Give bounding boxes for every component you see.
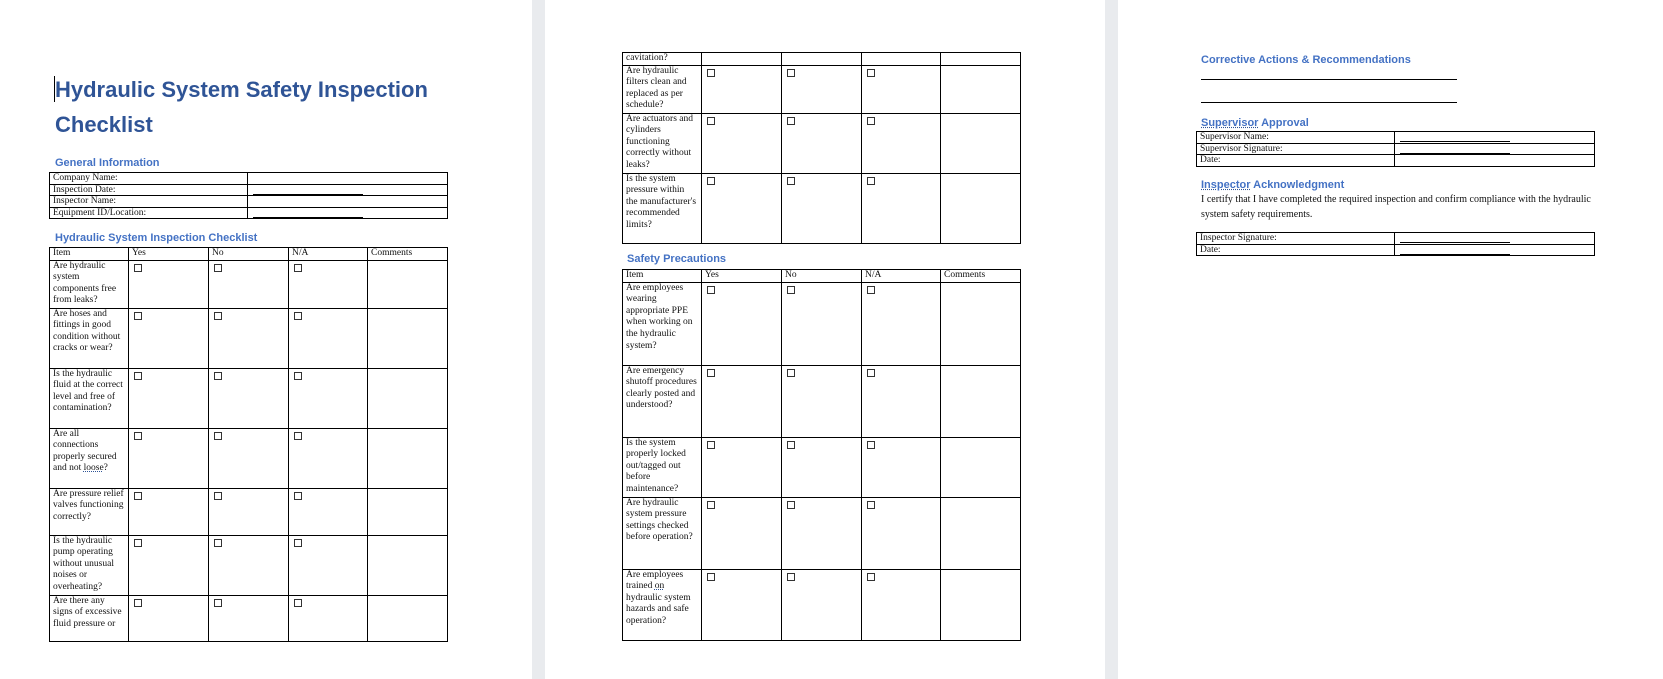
corrective-actions-heading[interactable]: Corrective Actions & Recommendations xyxy=(1201,54,1411,66)
na-cell[interactable] xyxy=(862,497,941,569)
signature-line xyxy=(253,208,363,218)
na-cell[interactable] xyxy=(289,595,368,641)
heading-text: Approval xyxy=(1258,117,1309,129)
no-cell[interactable] xyxy=(209,488,289,535)
supervisor-date-label[interactable]: Date: xyxy=(1197,155,1395,167)
yes-cell[interactable] xyxy=(129,260,209,308)
no-cell[interactable] xyxy=(782,65,862,113)
na-checkbox[interactable] xyxy=(867,501,875,509)
comments-cell[interactable] xyxy=(941,569,1021,640)
table-row xyxy=(50,308,448,368)
na-checkbox[interactable] xyxy=(294,492,302,500)
no-cell[interactable] xyxy=(782,282,862,365)
comments-cell[interactable] xyxy=(368,260,448,308)
supervisor-name-label[interactable]: Supervisor Name: xyxy=(1197,132,1395,144)
na-checkbox[interactable] xyxy=(867,369,875,377)
supervisor-signature-value[interactable] xyxy=(1395,143,1595,155)
yes-cell[interactable] xyxy=(702,497,782,569)
column-header-yes: Yes xyxy=(702,270,782,283)
corrective-action-line-2[interactable] xyxy=(1201,102,1457,103)
column-header-na: N/A xyxy=(862,270,941,283)
heading-text: Acknowledgment xyxy=(1250,179,1345,191)
checklist-item: Are hydraulic filters clean and replaced as per schedule? xyxy=(623,65,702,113)
inspector-signature-label[interactable]: Inspector Signature: xyxy=(1197,233,1395,245)
table-row xyxy=(623,437,1021,497)
inspector-name-value[interactable] xyxy=(248,196,448,208)
inspection-checklist-table-continued xyxy=(622,52,1021,244)
inspector-acknowledgment-heading[interactable] xyxy=(1201,179,1344,191)
company-name-value[interactable] xyxy=(248,173,448,185)
yes-checkbox[interactable] xyxy=(707,117,715,125)
checklist-item-text: Are employees trained xyxy=(626,569,684,592)
safety-precautions-table xyxy=(622,269,1021,641)
no-cell[interactable] xyxy=(782,569,862,640)
yes-cell[interactable] xyxy=(702,437,782,497)
yes-checkbox[interactable] xyxy=(134,312,142,320)
table-row xyxy=(50,260,448,308)
yes-cell[interactable] xyxy=(702,569,782,640)
na-checkbox[interactable] xyxy=(867,69,875,77)
na-checkbox[interactable] xyxy=(867,117,875,125)
comments-cell[interactable] xyxy=(368,368,448,428)
comments-cell[interactable] xyxy=(941,113,1021,173)
spellcheck-word: on xyxy=(654,581,665,592)
na-checkbox[interactable] xyxy=(867,573,875,581)
table-row xyxy=(623,173,1021,243)
checklist-item: Is the hydraulic fluid at the correct level and free of contamination? xyxy=(50,368,129,428)
no-cell[interactable] xyxy=(782,53,862,66)
table-row xyxy=(623,365,1021,437)
no-checkbox[interactable] xyxy=(787,501,795,509)
yes-checkbox[interactable] xyxy=(134,432,142,440)
column-header-item: Item xyxy=(50,248,129,261)
table-row xyxy=(1197,233,1595,245)
checklist-item: Are hydraulic system pressure settings checked before operation? xyxy=(623,497,702,569)
yes-cell[interactable] xyxy=(129,535,209,595)
table-row xyxy=(623,497,1021,569)
no-checkbox[interactable] xyxy=(787,369,795,377)
column-header-yes: Yes xyxy=(129,248,209,261)
column-header-comments: Comments xyxy=(368,248,448,261)
no-cell[interactable] xyxy=(782,497,862,569)
table-row xyxy=(50,368,448,428)
checklist-item: Are emergency shutoff procedures clearly posted and understood? xyxy=(623,365,702,437)
na-checkbox[interactable] xyxy=(867,177,875,185)
no-checkbox[interactable] xyxy=(214,599,222,607)
supervisor-signature-label[interactable]: Supervisor Signature: xyxy=(1197,143,1395,155)
checklist-item: Are hoses and fittings in good condition without cracks or wear? xyxy=(50,308,129,368)
inspector-signature-table xyxy=(1196,232,1595,256)
no-cell[interactable] xyxy=(209,535,289,595)
na-cell[interactable] xyxy=(862,282,941,365)
checklist-item-text: hydraulic system hazards and safe operation? xyxy=(626,592,691,626)
yes-checkbox[interactable] xyxy=(707,286,715,294)
na-cell[interactable] xyxy=(862,173,941,243)
yes-cell[interactable] xyxy=(702,365,782,437)
na-cell[interactable] xyxy=(289,535,368,595)
yes-cell[interactable] xyxy=(129,368,209,428)
yes-cell[interactable] xyxy=(129,488,209,535)
yes-cell[interactable] xyxy=(129,428,209,488)
yes-checkbox[interactable] xyxy=(134,372,142,380)
checklist-item: Are employees wearing appropriate PPE when working on the hydraulic system? xyxy=(623,282,702,365)
table-row xyxy=(50,488,448,535)
signature-line xyxy=(253,185,363,195)
table-row xyxy=(50,428,448,488)
signature-line xyxy=(1400,144,1510,154)
na-cell[interactable] xyxy=(862,53,941,66)
comments-cell[interactable] xyxy=(368,535,448,595)
general-information-table xyxy=(49,172,448,219)
comments-cell[interactable] xyxy=(941,365,1021,437)
yes-checkbox[interactable] xyxy=(134,539,142,547)
yes-cell[interactable] xyxy=(702,113,782,173)
table-row xyxy=(50,173,448,185)
no-cell[interactable] xyxy=(782,437,862,497)
table-row xyxy=(1197,143,1595,155)
column-header-item: Item xyxy=(623,270,702,283)
certification-statement[interactable]: I certify that I have completed the required inspection and confirm compliance with the hydraulic system safety requirements. xyxy=(1201,194,1591,220)
general-information-heading[interactable]: General Information xyxy=(55,157,160,169)
column-header-na: N/A xyxy=(289,248,368,261)
yes-cell[interactable] xyxy=(702,282,782,365)
na-cell[interactable] xyxy=(289,260,368,308)
supervisor-approval-table xyxy=(1196,131,1595,167)
yes-cell[interactable] xyxy=(129,595,209,641)
signature-line xyxy=(1400,233,1510,243)
checklist-item: cavitation? xyxy=(623,53,702,66)
yes-checkbox[interactable] xyxy=(134,264,142,272)
no-checkbox[interactable] xyxy=(787,573,795,581)
checklist-item xyxy=(50,595,129,641)
no-cell[interactable] xyxy=(209,595,289,641)
inspection-date-value[interactable] xyxy=(248,184,448,196)
na-checkbox[interactable] xyxy=(294,312,302,320)
no-cell[interactable] xyxy=(782,113,862,173)
no-cell[interactable] xyxy=(782,365,862,437)
comments-cell[interactable] xyxy=(941,65,1021,113)
table-row xyxy=(1197,244,1595,256)
checklist-item: Are all connections properly secured and not loose? xyxy=(50,428,129,488)
table-row xyxy=(50,207,448,219)
spellcheck-word: loose xyxy=(83,463,104,474)
no-checkbox[interactable] xyxy=(787,69,795,77)
no-checkbox[interactable] xyxy=(214,312,222,320)
corrective-action-line-1[interactable] xyxy=(1201,79,1457,80)
table-row xyxy=(50,595,448,641)
no-checkbox[interactable] xyxy=(214,372,222,380)
na-cell[interactable] xyxy=(862,65,941,113)
table-row xyxy=(623,65,1021,113)
table-header-row xyxy=(623,270,1021,283)
na-checkbox[interactable] xyxy=(294,539,302,547)
na-cell[interactable] xyxy=(862,569,941,640)
safety-precautions-heading[interactable]: Safety Precautions xyxy=(627,253,727,265)
yes-checkbox[interactable] xyxy=(707,441,715,449)
document-title[interactable]: Hydraulic System Safety Inspection Checklist xyxy=(55,77,428,137)
no-checkbox[interactable] xyxy=(214,539,222,547)
comments-cell[interactable] xyxy=(368,488,448,535)
yes-cell[interactable] xyxy=(129,308,209,368)
na-cell[interactable] xyxy=(862,437,941,497)
table-row xyxy=(1197,132,1595,144)
table-row xyxy=(50,184,448,196)
yes-cell[interactable] xyxy=(702,173,782,243)
na-checkbox[interactable] xyxy=(294,432,302,440)
na-checkbox[interactable] xyxy=(867,286,875,294)
table-header-row xyxy=(50,248,448,261)
na-cell[interactable] xyxy=(862,365,941,437)
checklist-item-text: Are there any signs of excessive fluid pressure or xyxy=(53,595,122,629)
na-checkbox[interactable] xyxy=(294,264,302,272)
equipment-id-label[interactable]: Equipment ID/Location: xyxy=(50,207,248,219)
no-checkbox[interactable] xyxy=(787,117,795,125)
yes-checkbox[interactable] xyxy=(707,177,715,185)
column-header-no: No xyxy=(209,248,289,261)
no-checkbox[interactable] xyxy=(214,432,222,440)
table-row xyxy=(623,569,1021,640)
checklist-item: Are actuators and cylinders functioning correctly without leaks? xyxy=(623,113,702,173)
table-row xyxy=(1197,155,1595,167)
company-name-label[interactable]: Company Name: xyxy=(50,173,248,185)
comments-cell[interactable] xyxy=(941,497,1021,569)
inspector-name-label[interactable]: Inspector Name: xyxy=(50,196,248,208)
table-row xyxy=(623,113,1021,173)
table-row xyxy=(50,196,448,208)
checklist-item xyxy=(623,569,702,640)
na-cell[interactable] xyxy=(289,428,368,488)
supervisor-approval-heading[interactable] xyxy=(1201,117,1309,129)
inspection-date-label[interactable]: Inspection Date: xyxy=(50,184,248,196)
spellcheck-word: Supervisor xyxy=(1201,117,1259,129)
comments-cell[interactable] xyxy=(368,595,448,641)
no-checkbox[interactable] xyxy=(787,286,795,294)
inspection-checklist-table xyxy=(49,247,448,642)
na-cell[interactable] xyxy=(289,308,368,368)
table-row xyxy=(50,535,448,595)
no-checkbox[interactable] xyxy=(787,177,795,185)
yes-checkbox[interactable] xyxy=(707,573,715,581)
inspector-date-value[interactable] xyxy=(1395,244,1595,256)
no-checkbox[interactable] xyxy=(214,492,222,500)
column-header-comments: Comments xyxy=(941,270,1021,283)
checklist-item: Is the hydraulic pump operating without unusual noises or overheating? xyxy=(50,535,129,595)
comments-cell[interactable] xyxy=(941,173,1021,243)
supervisor-name-value[interactable] xyxy=(1395,132,1595,144)
no-cell[interactable] xyxy=(209,308,289,368)
checklist-item: Are pressure relief valves functioning correctly? xyxy=(50,488,129,535)
na-checkbox[interactable] xyxy=(867,441,875,449)
checklist-item: Are hydraulic system components free from leaks? xyxy=(50,260,129,308)
na-checkbox[interactable] xyxy=(294,372,302,380)
column-header-no: No xyxy=(782,270,862,283)
yes-checkbox[interactable] xyxy=(134,599,142,607)
comments-cell[interactable] xyxy=(941,282,1021,365)
signature-line xyxy=(1400,245,1510,255)
no-cell[interactable] xyxy=(209,428,289,488)
na-cell[interactable] xyxy=(289,488,368,535)
na-cell[interactable] xyxy=(862,113,941,173)
supervisor-date-value[interactable] xyxy=(1395,155,1595,167)
na-checkbox[interactable] xyxy=(294,599,302,607)
comments-cell[interactable] xyxy=(368,308,448,368)
checklist-item-text: Are all connections properly secured and not xyxy=(53,428,117,474)
no-cell[interactable] xyxy=(782,173,862,243)
inspection-checklist-heading[interactable]: Hydraulic System Inspection Checklist xyxy=(55,232,258,244)
no-checkbox[interactable] xyxy=(787,441,795,449)
spellcheck-word: Inspector xyxy=(1201,179,1251,191)
comments-cell[interactable] xyxy=(941,53,1021,66)
yes-cell[interactable] xyxy=(702,53,782,66)
inspector-signature-value[interactable] xyxy=(1395,233,1595,245)
no-checkbox[interactable] xyxy=(214,264,222,272)
checklist-item: Is the system properly locked out/tagged out before maintenance? xyxy=(623,437,702,497)
no-cell[interactable] xyxy=(209,368,289,428)
no-cell[interactable] xyxy=(209,260,289,308)
inspector-date-label[interactable]: Date: xyxy=(1197,244,1395,256)
table-row xyxy=(623,53,1021,66)
yes-checkbox[interactable] xyxy=(707,501,715,509)
yes-cell[interactable] xyxy=(702,65,782,113)
comments-cell[interactable] xyxy=(941,437,1021,497)
equipment-id-value[interactable] xyxy=(248,207,448,219)
table-row xyxy=(623,282,1021,365)
yes-checkbox[interactable] xyxy=(707,69,715,77)
checklist-item: Is the system pressure within the manufacturer's recommended limits? xyxy=(623,173,702,243)
comments-cell[interactable] xyxy=(368,428,448,488)
yes-checkbox[interactable] xyxy=(707,369,715,377)
yes-checkbox[interactable] xyxy=(134,492,142,500)
signature-line xyxy=(1400,132,1510,142)
na-cell[interactable] xyxy=(289,368,368,428)
